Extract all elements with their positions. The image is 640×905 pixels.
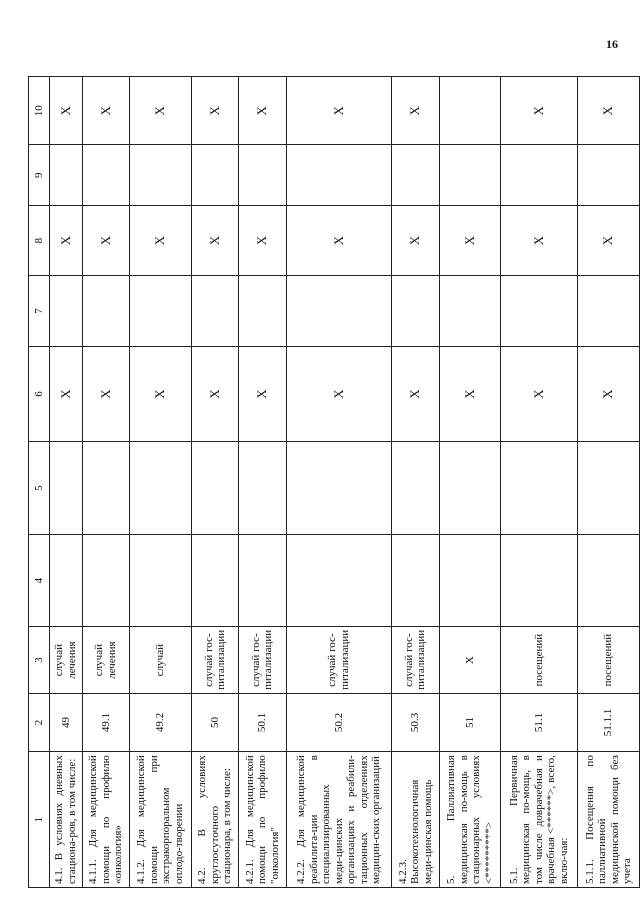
table-cell bbox=[578, 534, 640, 627]
table-cell: X bbox=[392, 346, 439, 442]
table-body bbox=[50, 77, 640, 888]
table-cell: 50.1 bbox=[239, 693, 286, 751]
table-cell bbox=[130, 442, 192, 535]
table-cell: X bbox=[286, 346, 392, 442]
table-cell bbox=[50, 442, 83, 535]
column-header: 1 bbox=[29, 752, 50, 888]
table-cell: 4.1.1. Для медицинской помощи по профилю «онкология» bbox=[82, 752, 129, 888]
table-cell: X bbox=[191, 205, 238, 275]
table-cell bbox=[439, 442, 501, 535]
table-cell: 4.2. В условиях круглосуточного стационара, в том числе: bbox=[191, 752, 238, 888]
table-cell: X bbox=[130, 346, 192, 442]
table-cell: 5.1.1. Посещения по паллиативной медицинской помощи без учета bbox=[578, 752, 640, 888]
table-cell: посещений bbox=[578, 627, 640, 693]
data-table bbox=[28, 76, 640, 888]
column-header: 2 bbox=[29, 693, 50, 751]
table-cell: X bbox=[239, 77, 286, 146]
table-cell: случай лечения bbox=[50, 627, 83, 693]
table-cell: X bbox=[82, 205, 129, 275]
column-header: 4 bbox=[29, 534, 50, 627]
column-header: 6 bbox=[29, 346, 50, 442]
table-cell: X bbox=[501, 77, 578, 146]
table-cell bbox=[501, 276, 578, 346]
table-cell bbox=[439, 276, 501, 346]
table-cell: X bbox=[439, 627, 501, 693]
table-cell: случай bbox=[130, 627, 192, 693]
table-cell: 49 bbox=[50, 693, 83, 751]
column-header: 10 bbox=[29, 77, 50, 146]
table-cell: X bbox=[578, 205, 640, 275]
table-cell bbox=[191, 442, 238, 535]
table-cell: X bbox=[50, 77, 83, 146]
column-header: 8 bbox=[29, 205, 50, 275]
table-cell: посещений bbox=[501, 627, 578, 693]
column-header: 3 bbox=[29, 627, 50, 693]
table-cell: X bbox=[286, 77, 392, 146]
table-cell bbox=[578, 145, 640, 205]
table-row bbox=[239, 77, 286, 888]
table-row bbox=[82, 77, 129, 888]
table-cell bbox=[286, 276, 392, 346]
table-row bbox=[392, 77, 439, 888]
table-cell: случай гос-питализации bbox=[392, 627, 439, 693]
table-cell bbox=[82, 276, 129, 346]
column-header: 9 bbox=[29, 145, 50, 205]
table-cell bbox=[286, 442, 392, 535]
table-cell bbox=[130, 534, 192, 627]
table-cell bbox=[439, 534, 501, 627]
table-cell: 50.3 bbox=[392, 693, 439, 751]
table-cell: 4.2.2. Для медицинской реабилита-ции в специализированных меди-цинских организациях и реабили-тационных отделениях медицин-ских организаций bbox=[286, 752, 392, 888]
table-cell: 50 bbox=[191, 693, 238, 751]
table-cell: X bbox=[439, 346, 501, 442]
table-cell bbox=[191, 145, 238, 205]
table-cell: X bbox=[392, 205, 439, 275]
table-cell bbox=[501, 145, 578, 205]
table-cell bbox=[392, 145, 439, 205]
table-cell bbox=[392, 276, 439, 346]
table-cell bbox=[286, 145, 392, 205]
table-cell bbox=[130, 145, 192, 205]
table-cell bbox=[501, 442, 578, 535]
table-row bbox=[578, 77, 640, 888]
table-cell bbox=[191, 276, 238, 346]
table-row bbox=[286, 77, 392, 888]
table-cell: 4.2.1. Для медицинской помощи по профилю "онкология" bbox=[239, 752, 286, 888]
table-cell: X bbox=[501, 346, 578, 442]
table-cell: X bbox=[82, 346, 129, 442]
page-number: 16 bbox=[606, 37, 618, 51]
table-cell bbox=[439, 145, 501, 205]
table-cell: 4.1. В условиях дневных стациона-ров, в том числе: bbox=[50, 752, 83, 888]
table-cell: случай гос-питализации bbox=[191, 627, 238, 693]
table-cell: 51.1.1 bbox=[578, 693, 640, 751]
table-cell: X bbox=[392, 77, 439, 146]
table-row bbox=[501, 77, 578, 888]
table-row bbox=[130, 77, 192, 888]
table-cell: 50.2 bbox=[286, 693, 392, 751]
table-cell: 51 bbox=[439, 693, 501, 751]
table-cell bbox=[82, 534, 129, 627]
table-cell: X bbox=[130, 205, 192, 275]
table-cell: 49.2 bbox=[130, 693, 192, 751]
table-cell: X bbox=[130, 77, 192, 146]
table-cell: X bbox=[191, 346, 238, 442]
table-cell: X bbox=[501, 205, 578, 275]
table-cell: 51.1 bbox=[501, 693, 578, 751]
table-cell bbox=[50, 145, 83, 205]
column-header: 5 bbox=[29, 442, 50, 535]
table-cell bbox=[239, 442, 286, 535]
table-cell: X bbox=[239, 205, 286, 275]
table-cell bbox=[82, 442, 129, 535]
table-cell: случай лечения bbox=[82, 627, 129, 693]
table-row bbox=[50, 77, 83, 888]
table-cell bbox=[50, 276, 83, 346]
table-cell: X bbox=[82, 77, 129, 146]
header-row bbox=[29, 77, 50, 888]
column-header: 7 bbox=[29, 276, 50, 346]
table-cell: X bbox=[578, 77, 640, 146]
table-cell bbox=[392, 534, 439, 627]
table-cell bbox=[50, 534, 83, 627]
table-cell: X bbox=[239, 346, 286, 442]
table-cell: 4.1.2. Для медицинской помощи при экстракорпоральном оплодо-творении bbox=[130, 752, 192, 888]
rotated-table-container bbox=[28, 76, 640, 888]
table-cell: 49.1 bbox=[82, 693, 129, 751]
table-cell: X bbox=[286, 205, 392, 275]
table-cell bbox=[286, 534, 392, 627]
table-cell bbox=[239, 145, 286, 205]
table-cell bbox=[578, 276, 640, 346]
table-cell: X bbox=[191, 77, 238, 146]
table-cell bbox=[439, 77, 501, 146]
table-cell: случай гос-питализации bbox=[239, 627, 286, 693]
table-cell bbox=[392, 442, 439, 535]
table-cell bbox=[578, 442, 640, 535]
table-row bbox=[191, 77, 238, 888]
table-cell bbox=[82, 145, 129, 205]
table-cell: случай гос-питализации bbox=[286, 627, 392, 693]
table-cell bbox=[130, 276, 192, 346]
table-cell: 5.1. Первичная медицинская по-мощь, в том числе доврачебная и врачебная <******>, всего, вклю-чая: bbox=[501, 752, 578, 888]
table-cell bbox=[191, 534, 238, 627]
table-cell: 4.2.3. Высокотехнологичная меди-цинская помощь bbox=[392, 752, 439, 888]
table-cell: X bbox=[439, 205, 501, 275]
table-cell bbox=[501, 534, 578, 627]
table-cell: X bbox=[578, 346, 640, 442]
table-cell: X bbox=[50, 205, 83, 275]
table-cell bbox=[239, 276, 286, 346]
table-row bbox=[439, 77, 501, 888]
table-cell: X bbox=[50, 346, 83, 442]
table-cell bbox=[239, 534, 286, 627]
table-cell: 5. Паллиативная медицинская по-мощь в стационарных условиях <*********> bbox=[439, 752, 501, 888]
